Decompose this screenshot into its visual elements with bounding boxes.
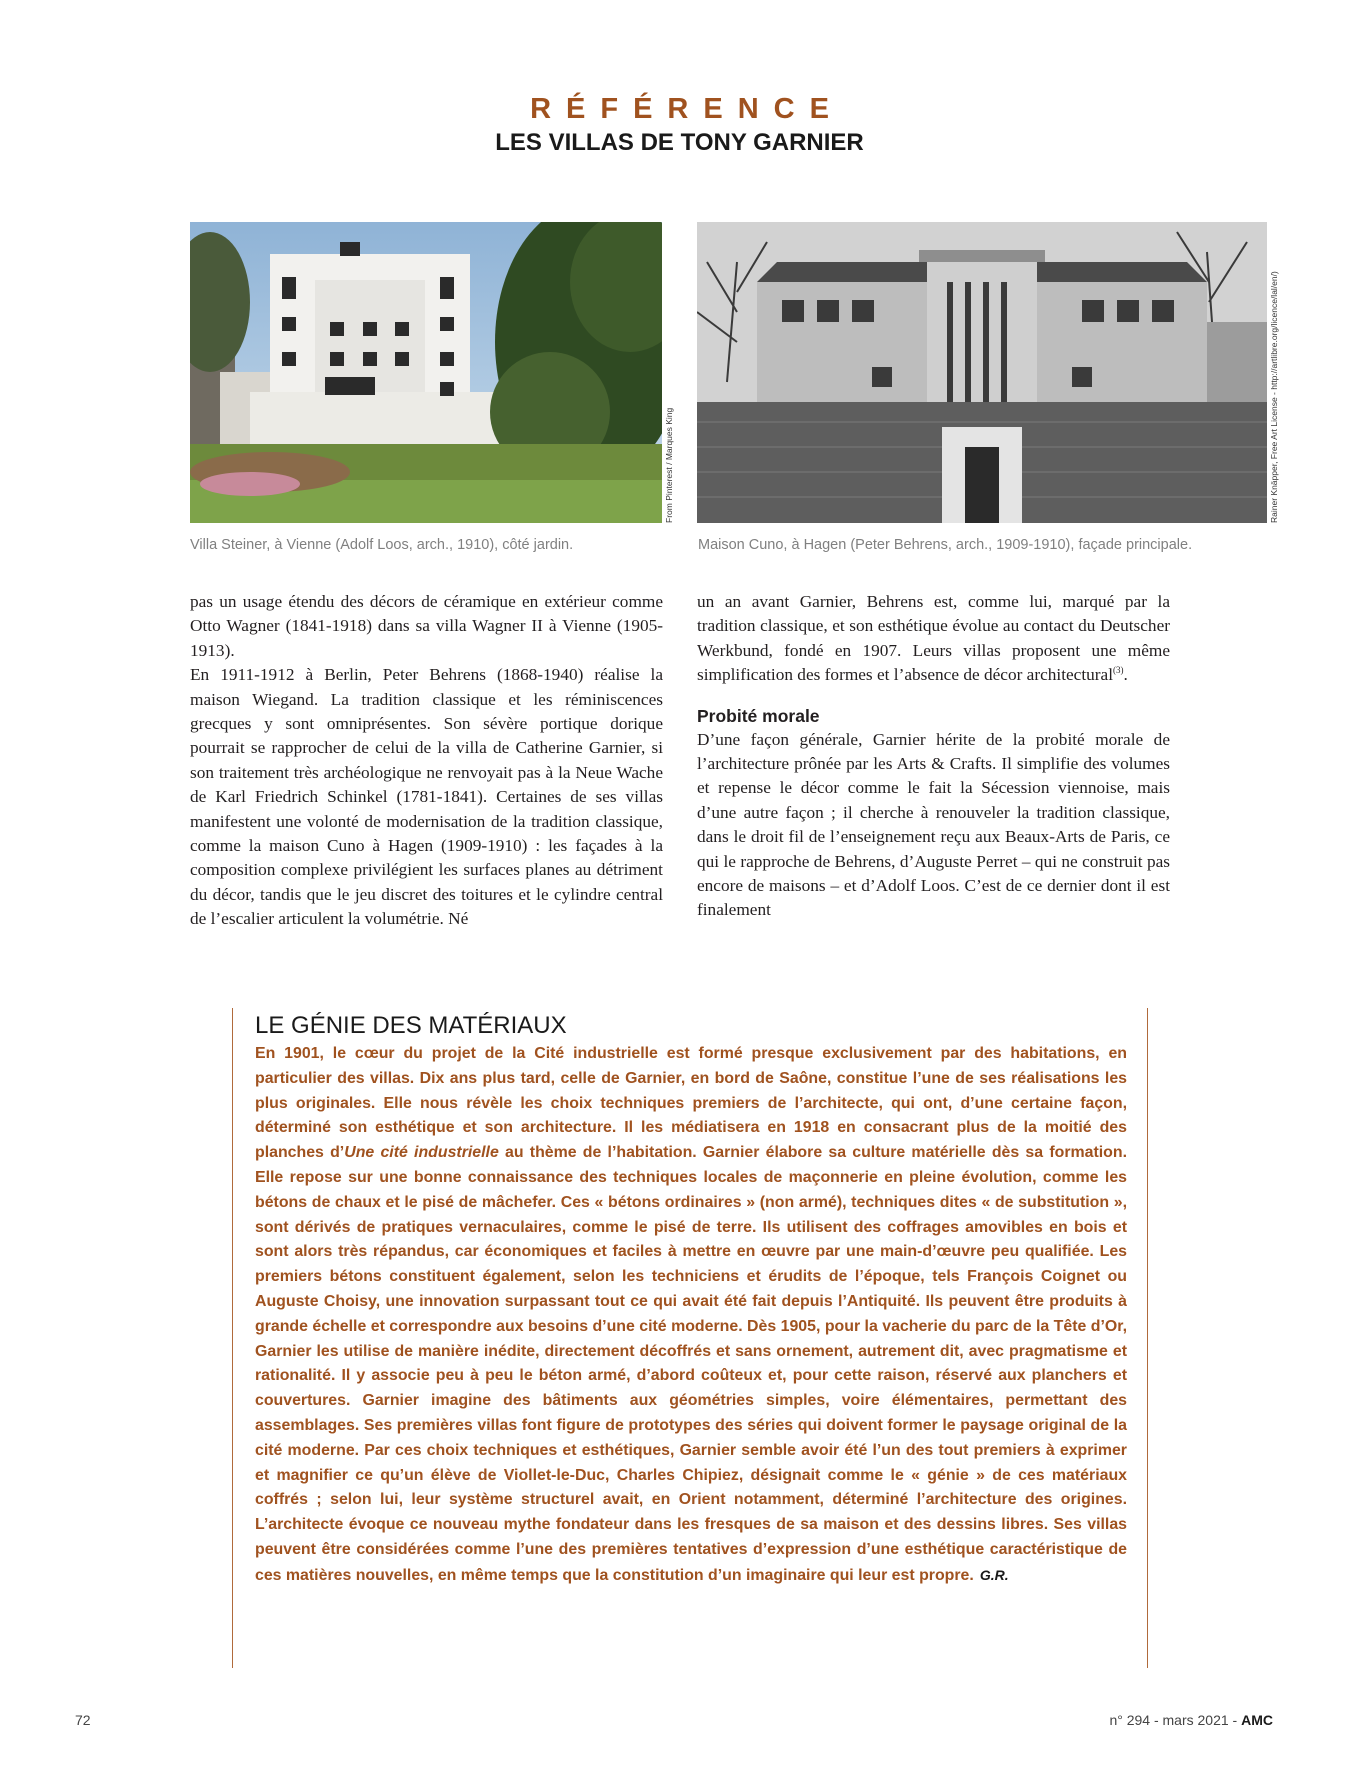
box-text-part: au thème de l’habitation. Garnier élabore sa culture matérielle dès sa formation. Elle repose sur une bonne connaissance des techniques locales de maçonnerie en pleine évolution, comme les bétons de chaux et le pisé de mâchefer. Ces « bétons ordinaires » (non armé), techniques dites « de substitution », sont dérivés de pratiques vernaculaires, comme le pisé de terre. Ils utilisent des coffrages amovibles en bois et sont alors très répandus, car économiques et faciles à mettre en œuvre par une main-d’œuvre peu qualifiée. Les premiers bétons constituent également, selon les techniciens et érudits de l’époque, tels François Coignet ou Auguste Choisy, une innovation surpassant tout ce qui avait été fait depuis l’Antiquité. Ils peuvent être produits à grande échelle et correspondre aux besoins d’une cité moderne. Dès 1905, pour la vacherie du parc de la Tête d’Or, Garnier les utilise de manière inédite, directement décoffrés et sans ornement, autrement dit, avec pragmatisme et rationalité. Il y associe peu à peu le béton armé, d’abord coûteux et, pour cette raison, réservé aux planchers et couvertures. Garnier imagine des bâtiments aux géométries simples, voire élémentaires, permettant des assemblages. Ses premières villas font figure de prototypes des séries qui doivent former le paysage original de la cité moderne. Par ces choix techniques et esthétiques, Garnier semble avoir été l’un des tout premiers à exprimer et magnifier ce qu’un élève de Viollet-le-Duc, Charles Chipiez, désignait comme le « génie » de ces matériaux coffrés ; selon lui, leur système structurel avait, en Orient notamment, déterminé l’architecture des origines. L’architecte évoque ce nouveau mythe fondateur dans les fresques de sa maison et des dessins libres. Ses villas peuvent être considérées comme l’une des premières tentatives d’expression d’une esthétique caractéristique de ces matières nouvelles, en même temps que la constitution d’un imaginaire qui leur est propre. [255, 1144, 1128, 1584]
page-number: 72 [75, 1712, 91, 1728]
photo-credit-right: Rainer Knäpper, Free Art License - http://artlibre.org/licence/lal/en/) [1269, 271, 1279, 523]
paragraph: En 1911-1912 à Berlin, Peter Behrens (1868-1940) réalise la maison Wiegand. La tradition classique et les réminiscences grecques y sont omniprésentes. Son sévère portique dorique pourrait se rapprocher de celui de la villa de Catherine Garnier, si son traitement très archéologique ne renvoyait pas à la Neue Wache de Karl Friedrich Schinkel (1781-1841). Certaines de ses villas manifestent une volonté de modernisation de la tradition classique, comme la maison Cuno à Hagen (1909-1910) : les façades à la composition complexe privilégient les surfaces planes au détriment du décor, tandis que le jeu discret des toitures et le cylindre central de l’escalier articulent la volumétrie. Né [190, 665, 663, 929]
caption-villa-steiner: Villa Steiner, à Vienne (Adolf Loos, arch., 1910), côté jardin. [190, 537, 574, 553]
sidebar-box [232, 1008, 1148, 1668]
brand-logo: AMC [1241, 1712, 1273, 1728]
photo-maison-cuno [697, 222, 1267, 523]
box-title: LE GÉNIE DES MATÉRIAUX [255, 1012, 567, 1039]
paragraph [697, 590, 1170, 688]
box-text-part: En 1901, le cœur du projet de la Cité industrielle est formé presque exclusivement par des habitations, en particulier des villas. Dix ans plus tard, celle de Garnier, en bord de Saône, constitue l’une de ses réalisations les plus originales. Elle nous révèle les choix techniques premiers de l’architecte, qui ont, d’une certaine façon, déterminé son esthétique et son architecture. Il les médiatisera en 1918 en consacrant plus de la moitié des planches d’ [255, 1045, 1127, 1162]
author-signature: G.R. [979, 1566, 1009, 1583]
page-title: LES VILLAS DE TONY GARNIER [495, 129, 864, 156]
article-column-left [190, 590, 663, 932]
photo-villa-steiner [190, 222, 662, 523]
book-title: Une cité industrielle [344, 1144, 499, 1162]
page-header [0, 92, 1359, 158]
paragraph-text: un an avant Garnier, Behrens est, comme lui, marqué par la tradition classique, et son esthétique évolue au contact du Deutscher Werkbund, fondé en 1907. Leurs villas proposent une même simplification des formes et l’absence de décor architectural [697, 592, 1170, 685]
paragraph-end: . [1123, 665, 1128, 685]
paragraph: D’une façon générale, Garnier hérite de la probité morale de l’architecture prônée par les Arts & Crafts. Il simplifie des volumes et repense le décor comme le fait la Sécession viennoise, mais d’une autre façon ; il cherche à renouveler la tradition classique, dans le droit fil de l’enseignement reçu aux Beaux-Arts de Paris, ce qui le rapproche de Behrens, d’Auguste Perret – qui ne construit pas encore de maisons – et d’Adolf Loos. C’est de ce dernier dont il est finalement [697, 729, 1170, 920]
section-kicker: RÉFÉRENCE [530, 93, 844, 125]
section-subheading: Probité morale [697, 705, 820, 726]
paragraph: pas un usage étendu des décors de céramique en extérieur comme Otto Wagner (1841-1918) dans sa villa Wagner II à Vienne (1905-1913). [190, 592, 663, 660]
footnote-ref: (3) [1113, 665, 1124, 676]
box-text [255, 1042, 1127, 1589]
issue-info [1109, 1712, 1273, 1728]
issue-label: n° 294 - mars 2021 - [1109, 1712, 1242, 1728]
article-column-right [697, 590, 1170, 923]
photo-credit-left: From Pinterest / Marques King [664, 407, 674, 523]
caption-maison-cuno: Maison Cuno, à Hagen (Peter Behrens, arch., 1909-1910), façade principale. [698, 537, 1193, 553]
